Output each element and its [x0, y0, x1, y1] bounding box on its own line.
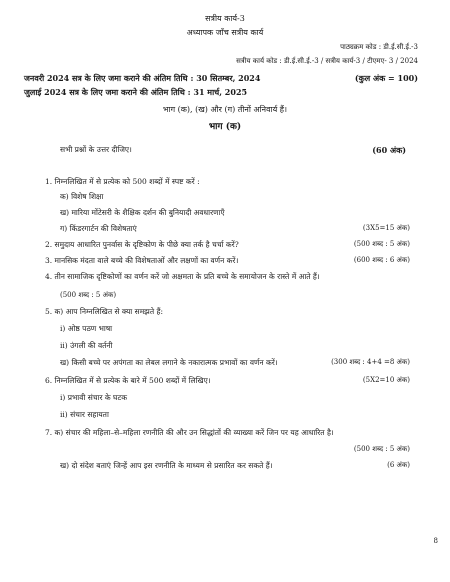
question-1-c: ग) किंडरगार्टन की विशेषताएं: [60, 224, 137, 233]
deadline-july: जुलाई 2024 सत्र के लिए जमा कराने की अंतिम तिथि : 31 मार्च, 2025: [24, 87, 248, 97]
question-7: 7. क) संचार की महिला–से–महिला रणनीति की और उन सिद्धांतों की व्याख्या करें जिन पर यह आधारित है।: [45, 428, 334, 437]
question-6: 6. निम्नलिखित में से प्रत्येक के बारे में 500 शब्दों में लिखिए।: [45, 376, 211, 385]
instruction-marks: (60 अंक): [372, 145, 406, 155]
deadline-january: जनवरी 2024 सत्र के लिए जमा कराने की अंतिम तिथि : 30 सितम्बर, 2024: [24, 73, 261, 83]
page-number: 8: [433, 537, 438, 545]
question-7-b-marks: (6 अंक): [387, 461, 410, 469]
question-5-i: i) ओष्ठ पठण भाषा: [60, 324, 113, 333]
assignment-subtitle: अध्यापक जाँच सत्रीय कार्य: [186, 28, 264, 37]
question-1-b: ख) मारिया मोंटेसरी के शैक्षिक दर्शन की बुनियादी अवधारणाएँ: [60, 208, 225, 217]
question-3-marks: (600 शब्द : 6 अंक): [353, 256, 410, 264]
question-6-marks: (5X2=10 अंक): [362, 376, 410, 384]
assignment-code: सत्रीय कार्य कोड : डी.ई.सी.ई.-3 / सत्रीय कार्य-3 / टीएमए- 3 / 2024: [236, 57, 418, 65]
question-7-b: ख) दो संदेश बताएं जिन्हें आप इस रणनीति के माध्यम से प्रसारित कर सकते हैं।: [60, 461, 273, 470]
question-1-a: क) विशेष शिक्षा: [60, 192, 104, 201]
question-6-ii: ii) संचार सहायता: [60, 410, 109, 419]
question-5-ii: ii) उंगली की वर्तनी: [60, 341, 113, 350]
question-1-marks: (3X5=15 अंक): [362, 224, 410, 232]
part-heading: भाग (क): [208, 122, 242, 132]
question-5: 5. क) आप निम्नलिखित से क्या समझते हैं:: [45, 307, 164, 316]
question-7-a-marks: (500 शब्द : 5 अंक): [353, 445, 410, 453]
question-2: 2. समुदाय आधारित पुनर्वास के दृष्टिकोण के पीछे क्या तर्क है चर्चा करें?: [45, 240, 239, 249]
question-6-i: i) प्रभावी संचार के घटक: [60, 393, 128, 402]
question-2-marks: (500 शब्द : 5 अंक): [353, 240, 410, 248]
total-marks: (कुल अंक = 100): [354, 73, 418, 83]
question-1: 1. निम्नलिखित में से प्रत्येक को 500 शब्दों में स्पष्ट करें :: [45, 177, 200, 186]
question-4: 4. तीन सामाजिक दृष्टिकोणों का वर्णन करें जो अक्षमता के प्रति बच्चे के समायोजन के रास्ते में आते हैं।: [45, 272, 320, 281]
instruction: सभी प्रश्नों के उत्तर दीजिए।: [60, 145, 132, 154]
question-5-b: ख) किसी बच्चे पर अपंगता का लेबल लगाने के नकारात्मक प्रभावों का वर्णन करें।: [60, 358, 278, 367]
question-5-marks: (300 शब्द : 4+4 =8 अंक): [331, 358, 410, 366]
question-3: 3. मानसिक मंदता वाले बच्चे की विशेषताओं और लक्षणों का वर्णन करें।: [45, 256, 239, 265]
assignment-title: सत्रीय कार्य-3: [205, 14, 245, 23]
course-code: पाठ्यक्रम कोड : डी.ई.सी.ई.-3: [340, 43, 418, 51]
question-4-marks: (500 शब्द : 5 अंक): [60, 291, 117, 299]
compulsory-note: भाग (क), (ख) और (ग) तीनों अनिवार्य हैं।: [162, 105, 288, 114]
